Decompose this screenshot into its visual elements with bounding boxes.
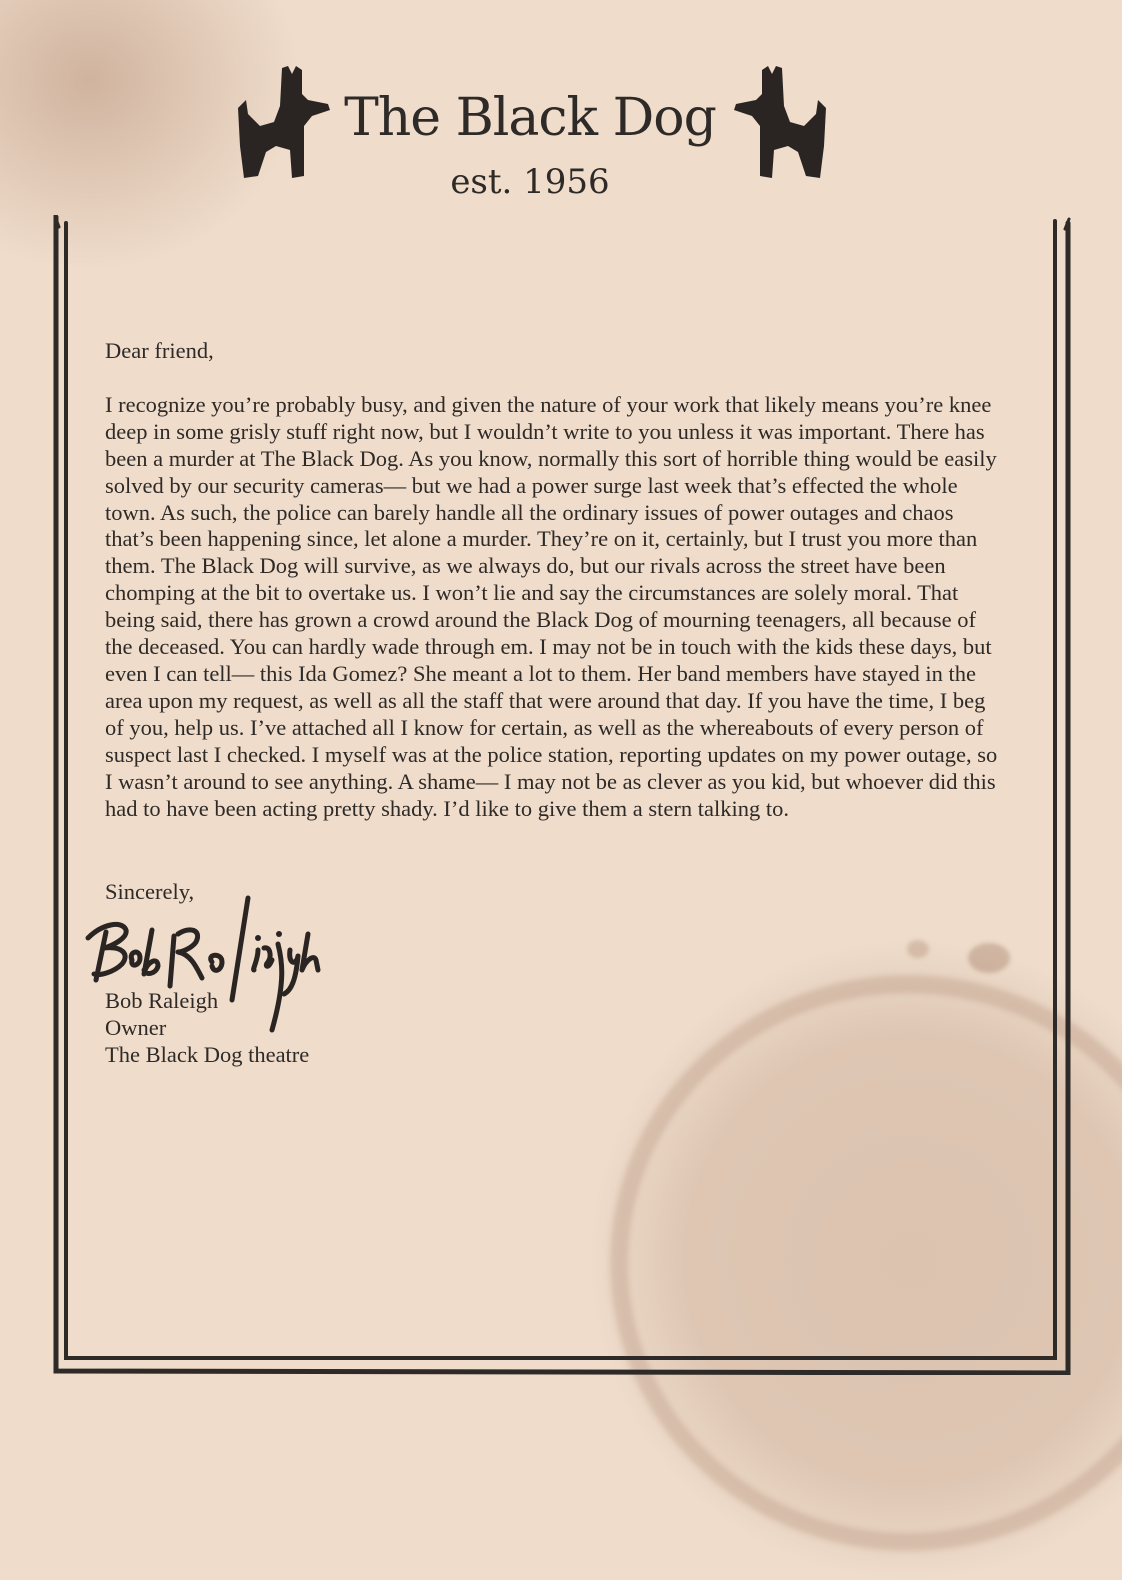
black-dog-silhouette-icon bbox=[730, 64, 828, 182]
letter-body bbox=[105, 338, 1005, 848]
black-dog-silhouette-icon bbox=[236, 64, 334, 182]
letter-paragraph: I recognize you’re probably busy, and given the nature of your work that likely means you’re knee deep in some grisly stuff right now, but I wouldn’t write to you unless it was important. There has been a murder at The Black Dog. As you know, normally this sort of horrible thing would be easily solved by our security cameras— but we had a power surge last week that’s effected the whole town. As such, the police can barely handle all the ordinary issues of power outages and chaos that’s been happening since, let alone a murder. They’re on it, certainly, but I trust you more than them. The Black Dog will survive, as we always do, but our rivals across the street have been chomping at the bit to overtake us. I won’t lie and say the circumstances are solely moral. That being said, there has grown a crowd around the Black Dog of mourning teenagers, all because of the deceased. You can hardly wade through em. I may not be in touch with the kids these days, but even I can tell— this Ida Gomez? She meant a lot to them. Her band members have stayed in the area upon my request, as well as all the staff that were around that day. If you have the time, I beg of you, help us. I’ve attached all I know for certain, as well as the whereabouts of every person of suspect last I checked. I myself was at the police station, reporting updates on my power outage, so I wasn’t around to see anything. A shame— I may not be as clever as you kid, but whoever did this had to have been acting pretty shady. I’d like to give them a stern talking to. bbox=[105, 391, 998, 821]
coffee-drop bbox=[968, 943, 1010, 973]
letterhead bbox=[0, 0, 1122, 210]
coffee-drop-small bbox=[907, 940, 929, 958]
letterhead-title: The Black Dog bbox=[344, 88, 716, 148]
signer-organization: The Black Dog theatre bbox=[105, 1042, 310, 1067]
signer-title: Owner bbox=[105, 1015, 167, 1040]
letter-closing: Sincerely, bbox=[105, 879, 195, 904]
coffee-stain-ring bbox=[590, 940, 1122, 1580]
letter-greeting: Dear friend, bbox=[105, 338, 214, 363]
signer-name: Bob Raleigh bbox=[105, 988, 219, 1013]
coffee-ring-edge bbox=[610, 975, 1122, 1551]
handwritten-signature bbox=[82, 890, 328, 1035]
letterhead-established: est. 1956 bbox=[450, 162, 610, 202]
